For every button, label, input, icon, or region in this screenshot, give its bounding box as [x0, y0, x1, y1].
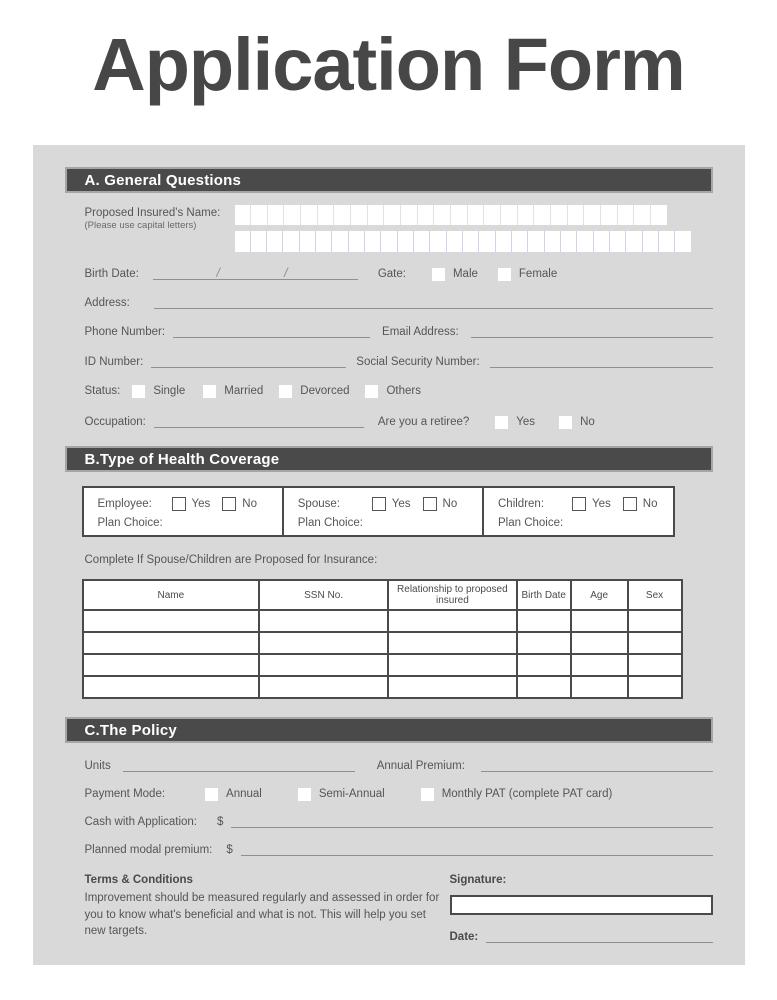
name-letter-cell[interactable]: [501, 205, 518, 225]
name-letter-cell[interactable]: [463, 231, 479, 252]
date-label: Date:: [449, 931, 479, 944]
employee-plan-label: Plan Choice:: [97, 517, 163, 530]
table-cell[interactable]: [259, 676, 388, 698]
name-letter-cell[interactable]: [381, 231, 397, 252]
female-label: Female: [518, 268, 558, 281]
name-letter-cell[interactable]: [512, 231, 528, 252]
section-b-header: B.Type of Health Coverage: [65, 446, 713, 472]
table-row: [83, 610, 682, 632]
phone-label: Phone Number:: [84, 326, 166, 339]
cash-field[interactable]: [231, 816, 712, 828]
id-ssn-row: [65, 354, 713, 370]
dependents-table-header-row: [83, 580, 682, 610]
others-checkbox[interactable]: [365, 385, 378, 398]
spouse-no-checkbox[interactable]: [423, 497, 437, 511]
table-header-cell: Sex: [628, 580, 682, 610]
address-label: Address:: [84, 297, 130, 310]
retiree-no-label: No: [580, 416, 595, 429]
name-letter-cell[interactable]: [634, 205, 651, 225]
payment-option-semi-annual: [298, 788, 385, 801]
name-letter-cell[interactable]: [651, 205, 667, 225]
payment-mode-row: [65, 786, 713, 802]
cash-label: Cash with Application:: [84, 816, 198, 829]
table-cell[interactable]: [517, 610, 571, 632]
name-letter-cell[interactable]: [618, 205, 635, 225]
name-letter-cell[interactable]: [318, 205, 335, 225]
name-letter-cell[interactable]: [351, 205, 368, 225]
others-label: Others: [386, 385, 421, 398]
employee-yes-checkbox[interactable]: [172, 497, 186, 511]
table-cell[interactable]: [517, 632, 571, 654]
insured-name-grids: [235, 205, 691, 252]
address-row: [65, 295, 713, 311]
devorced-checkbox[interactable]: [279, 385, 292, 398]
birth-date-label: Birth Date:: [84, 268, 139, 281]
name-grid-row-1: [235, 205, 667, 225]
spouse-label: Spouse:: [297, 498, 340, 511]
table-cell[interactable]: [388, 654, 517, 676]
name-letter-cell[interactable]: [365, 231, 381, 252]
date-row: [450, 930, 713, 944]
semi-annual-label: Semi-Annual: [318, 788, 385, 801]
table-cell[interactable]: [83, 610, 260, 632]
name-letter-cell[interactable]: [518, 205, 535, 225]
name-grid-row-2: [235, 231, 691, 252]
insured-name-row: [65, 205, 713, 252]
monthly-pat-checkbox[interactable]: [421, 788, 434, 801]
payment-option-monthly-pat: [421, 788, 613, 801]
address-field[interactable]: [154, 297, 713, 309]
name-letter-cell[interactable]: [283, 231, 299, 252]
children-yes: [572, 497, 611, 511]
name-letter-cell[interactable]: [610, 231, 626, 252]
name-letter-cell[interactable]: [561, 231, 577, 252]
annual-checkbox[interactable]: [205, 788, 218, 801]
table-cell[interactable]: [83, 654, 260, 676]
name-letter-cell[interactable]: [300, 231, 316, 252]
gender-option-female: [498, 268, 557, 281]
name-letter-cell[interactable]: [584, 205, 601, 225]
table-cell[interactable]: [388, 610, 517, 632]
table-cell[interactable]: [571, 632, 628, 654]
name-letter-cell[interactable]: [577, 231, 593, 252]
section-c-header: C.The Policy: [65, 717, 713, 743]
ssn-field[interactable]: [490, 356, 713, 368]
name-letter-cell[interactable]: [545, 231, 561, 252]
name-letter-cell[interactable]: [267, 231, 283, 252]
children-no: [623, 497, 658, 511]
name-letter-cell[interactable]: [496, 231, 512, 252]
semi-annual-checkbox[interactable]: [298, 788, 311, 801]
phone-email-row: [65, 324, 713, 340]
table-row: [83, 632, 682, 654]
table-header-cell: SSN No.: [259, 580, 388, 610]
dependents-table: [82, 579, 683, 699]
children-label: Children:: [498, 498, 545, 511]
table-header-cell: Name: [83, 580, 260, 610]
table-cell[interactable]: [259, 610, 388, 632]
terms-title: Terms & Conditions: [84, 874, 193, 887]
cash-row: [65, 814, 713, 830]
name-letter-cell[interactable]: [568, 205, 585, 225]
children-no-checkbox[interactable]: [623, 497, 637, 511]
table-cell[interactable]: [628, 632, 682, 654]
signature-block: [450, 874, 713, 944]
employee-yes-label: Yes: [191, 498, 211, 511]
email-label: Email Address:: [382, 326, 459, 339]
table-cell[interactable]: [628, 676, 682, 698]
devorced-label: Devorced: [300, 385, 350, 398]
children-yes-label: Yes: [592, 498, 611, 511]
ssn-label: Social Security Number:: [356, 356, 480, 369]
coverage-box: [82, 486, 675, 537]
married-label: Married: [224, 385, 264, 398]
table-cell[interactable]: [83, 632, 260, 654]
annual-premium-field[interactable]: [481, 760, 713, 772]
children-plan-label: Plan Choice:: [498, 517, 564, 530]
name-letter-cell[interactable]: [601, 205, 618, 225]
terms-block: [85, 874, 447, 944]
name-letter-cell[interactable]: [414, 231, 430, 252]
id-number-field[interactable]: [151, 356, 346, 368]
coverage-col-employee: [84, 488, 284, 535]
name-letter-cell[interactable]: [434, 205, 451, 225]
retiree-yes-label: Yes: [516, 416, 536, 429]
name-letter-cell[interactable]: [284, 205, 301, 225]
birth-date-row: [65, 266, 713, 282]
units-label: Units: [84, 760, 111, 773]
name-letter-cell[interactable]: [301, 205, 318, 225]
table-cell[interactable]: [517, 654, 571, 676]
single-label: Single: [153, 385, 186, 398]
name-letter-cell[interactable]: [479, 231, 495, 252]
name-letter-cell[interactable]: [251, 231, 267, 252]
cash-currency: $: [217, 816, 224, 829]
occupation-field[interactable]: [154, 416, 364, 428]
name-letter-cell[interactable]: [484, 205, 501, 225]
table-cell[interactable]: [388, 676, 517, 698]
children-no-label: No: [642, 498, 658, 511]
spouse-yes-label: Yes: [391, 498, 411, 511]
planned-premium-label: Planned modal premium:: [84, 844, 213, 857]
name-letter-cell[interactable]: [235, 205, 252, 225]
name-letter-cell[interactable]: [334, 205, 351, 225]
table-cell[interactable]: [571, 676, 628, 698]
table-cell[interactable]: [628, 654, 682, 676]
status-row: [65, 383, 713, 399]
table-intro: Complete If Spouse/Children are Proposed for Insurance:: [84, 554, 378, 567]
name-letter-cell[interactable]: [626, 231, 642, 252]
name-letter-cell[interactable]: [594, 231, 610, 252]
gender-label: Gate:: [377, 268, 406, 281]
male-label: Male: [452, 268, 478, 281]
form-panel: [33, 145, 745, 965]
name-letter-cell[interactable]: [534, 205, 551, 225]
spouse-yes: [372, 497, 411, 511]
table-cell[interactable]: [571, 654, 628, 676]
employee-yes: [172, 497, 211, 511]
name-letter-cell[interactable]: [468, 205, 485, 225]
units-premium-row: [65, 758, 713, 774]
table-cell[interactable]: [259, 632, 388, 654]
planned-premium-row: [65, 842, 713, 858]
employee-no-label: No: [242, 498, 257, 511]
name-letter-cell[interactable]: [528, 231, 544, 252]
name-letter-cell[interactable]: [316, 231, 332, 252]
insured-name-sublabel: (Please use capital letters): [84, 220, 197, 232]
coverage-col-children: [484, 488, 672, 535]
male-checkbox[interactable]: [432, 268, 445, 281]
planned-currency: $: [226, 844, 233, 857]
annual-label: Annual: [226, 788, 262, 801]
terms-body: Improvement should be measured regularly and assessed in order for you to know what's beneficial and what is not. This will help you set new targets.: [84, 892, 440, 938]
name-letter-cell[interactable]: [675, 231, 690, 252]
insured-name-label: Proposed Insured's Name:: [84, 207, 221, 220]
employee-no: [222, 497, 257, 511]
single-checkbox[interactable]: [132, 385, 145, 398]
status-option-others: [365, 385, 421, 398]
planned-premium-field[interactable]: [241, 844, 713, 856]
table-header-cell: Age: [571, 580, 628, 610]
name-letter-cell[interactable]: [418, 205, 435, 225]
table-header-cell: Relationship to proposed insured: [388, 580, 517, 610]
name-letter-cell[interactable]: [447, 231, 463, 252]
name-letter-cell[interactable]: [384, 205, 401, 225]
payment-option-annual: [205, 788, 262, 801]
birth-date-field[interactable]: [153, 265, 358, 281]
name-letter-cell[interactable]: [398, 231, 414, 252]
payment-mode-label: Payment Mode:: [84, 788, 166, 801]
spouse-plan-label: Plan Choice:: [297, 517, 363, 530]
dependents-table-body: [83, 610, 682, 698]
occupation-row: [65, 414, 713, 430]
retiree-no-checkbox[interactable]: [559, 416, 572, 429]
insured-name-label-block: [85, 205, 235, 252]
table-cell[interactable]: [83, 676, 260, 698]
email-field[interactable]: [471, 326, 713, 338]
gender-option-male: [432, 268, 478, 281]
table-cell[interactable]: [388, 632, 517, 654]
table-cell[interactable]: [517, 676, 571, 698]
name-letter-cell[interactable]: [332, 231, 348, 252]
retiree-yes-checkbox[interactable]: [495, 416, 508, 429]
section-a-header: A. General Questions: [65, 167, 713, 193]
name-letter-cell[interactable]: [349, 231, 365, 252]
signature-label: Signature:: [449, 874, 507, 887]
name-letter-cell[interactable]: [401, 205, 418, 225]
signature-field[interactable]: [450, 895, 713, 915]
status-option-single: [132, 385, 185, 398]
name-letter-cell[interactable]: [451, 205, 468, 225]
female-checkbox[interactable]: [498, 268, 511, 281]
name-letter-cell[interactable]: [659, 231, 675, 252]
name-letter-cell[interactable]: [235, 231, 251, 252]
annual-premium-label: Annual Premium:: [376, 760, 465, 773]
table-cell[interactable]: [571, 610, 628, 632]
retiree-label: Are you a retiree?: [377, 416, 470, 429]
name-letter-cell[interactable]: [268, 205, 285, 225]
date-slash: /: [216, 265, 220, 281]
monthly-pat-label: Monthly PAT (complete PAT card): [441, 788, 613, 801]
date-slash: /: [284, 265, 288, 281]
table-row: [83, 676, 682, 698]
name-letter-cell[interactable]: [430, 231, 446, 252]
table-row: [83, 654, 682, 676]
retiree-option-no: [559, 416, 595, 429]
employee-no-checkbox[interactable]: [222, 497, 236, 511]
children-yes-checkbox[interactable]: [572, 497, 586, 511]
status-option-devorced: [279, 385, 349, 398]
coverage-col-spouse: [284, 488, 484, 535]
spouse-yes-checkbox[interactable]: [372, 497, 386, 511]
bottom-block: [65, 874, 713, 944]
name-letter-cell[interactable]: [551, 205, 568, 225]
spouse-no-label: No: [442, 498, 458, 511]
occupation-label: Occupation:: [84, 416, 146, 429]
status-label: Status:: [84, 385, 121, 398]
name-letter-cell[interactable]: [251, 205, 268, 225]
phone-field[interactable]: [173, 326, 370, 338]
name-letter-cell[interactable]: [368, 205, 385, 225]
table-cell[interactable]: [259, 654, 388, 676]
retiree-option-yes: [495, 416, 535, 429]
status-option-married: [203, 385, 263, 398]
table-header-cell: Birth Date: [517, 580, 571, 610]
employee-label: Employee:: [97, 498, 152, 511]
married-checkbox[interactable]: [203, 385, 216, 398]
table-cell[interactable]: [628, 610, 682, 632]
date-field[interactable]: [486, 931, 712, 943]
page-title: Application Form: [92, 23, 685, 106]
units-field[interactable]: [123, 760, 355, 772]
id-number-label: ID Number:: [84, 356, 144, 369]
spouse-no: [423, 497, 458, 511]
name-letter-cell[interactable]: [643, 231, 659, 252]
